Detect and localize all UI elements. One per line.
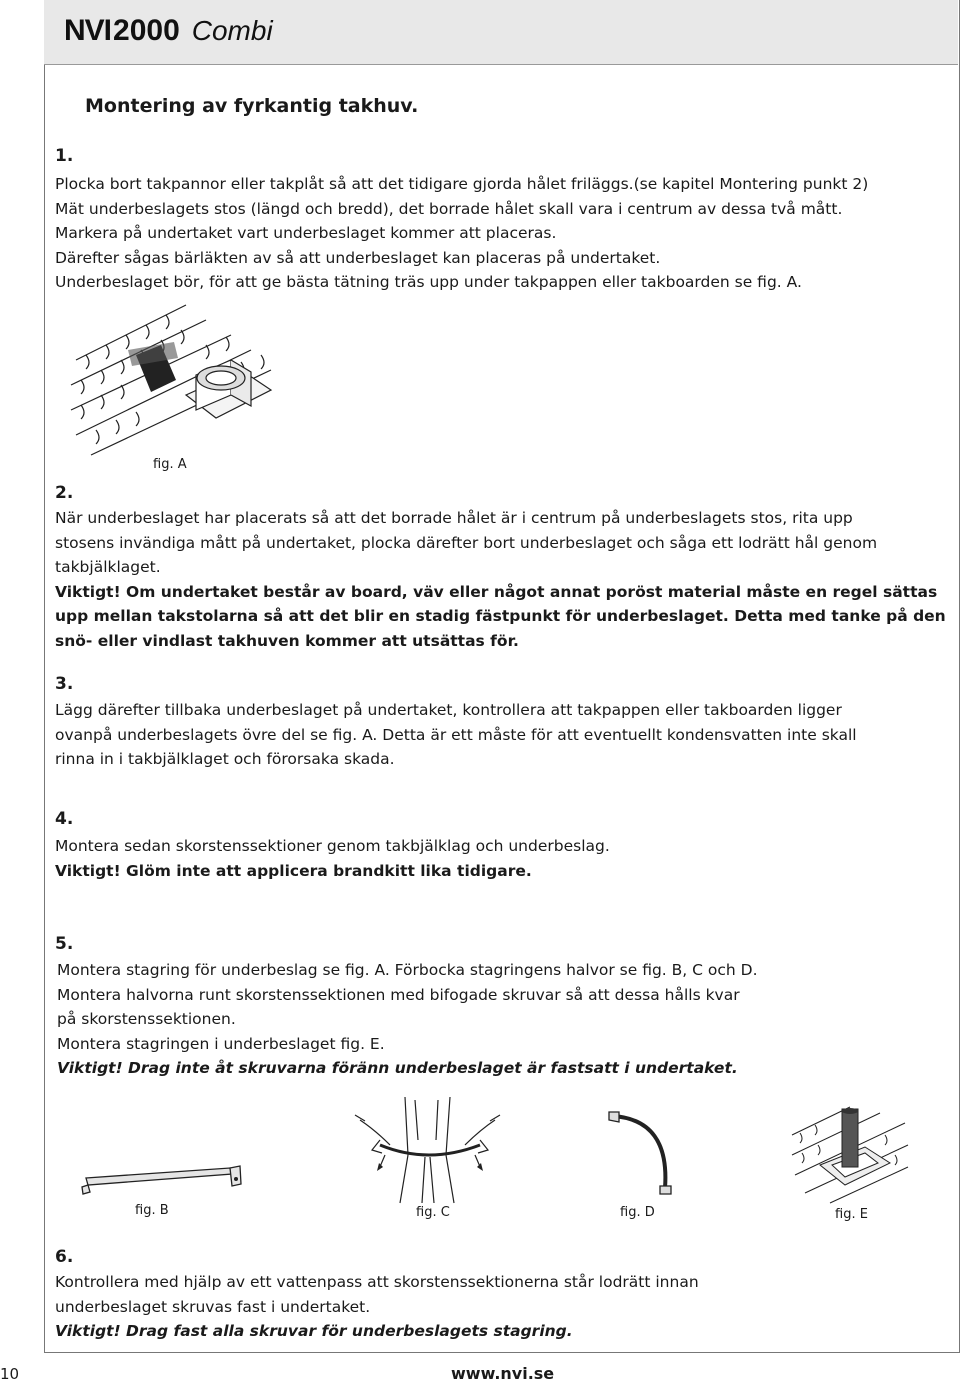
- text-line: Markera på undertaket vart underbeslaget kommer att placeras.: [55, 224, 557, 242]
- logo: [64, 14, 273, 48]
- chimney-roof-illustration: [790, 1105, 910, 1205]
- fig-a-caption: fig. A: [153, 457, 187, 472]
- logo-year: 2000: [113, 14, 180, 47]
- step-number-3: 3.: [55, 674, 74, 694]
- text-line: rinna in i takbjälklaget och förorsaka skada.: [55, 750, 395, 768]
- text-line: ovanpå underbeslagets övre del se fig. A. Detta är ett måste för att eventuellt kondensvatten inte skall: [55, 725, 857, 744]
- bending-bracket-illustration: [350, 1095, 510, 1205]
- step-2-text: [55, 506, 946, 653]
- step-6-text: [55, 1270, 699, 1344]
- step-number-6: 6.: [55, 1247, 74, 1267]
- step-number-1: 1.: [55, 146, 74, 166]
- step-1-text: [55, 172, 868, 295]
- warning-line: Viktigt! Drag fast alla skruvar för underbeslagets stagring.: [55, 1322, 573, 1340]
- text-line: Kontrollera med hjälp av ett vattenpass att skorstenssektionerna står lodrätt innan: [55, 1273, 699, 1291]
- warning-line: Viktigt! Glöm inte att applicera brandkitt lika tidigare.: [55, 861, 532, 880]
- text-line: Montera stagring för underbeslag se fig. A. Förbocka stagringens halvor se fig. B, C och D.: [57, 961, 758, 979]
- warning-line: upp mellan takstolarna så att det blir en stadig fästpunkt för underbeslaget. Detta med tanke på den: [55, 607, 946, 625]
- text-line: stosens invändiga mått på undertaket, plocka därefter bort underbeslaget och såga ett lodrätt hål genom: [55, 533, 878, 552]
- step-number-2: 2.: [55, 483, 74, 503]
- fig-d-caption: fig. D: [620, 1205, 655, 1220]
- text-line: Montera halvorna runt skorstenssektionen med bifogade skruvar så att dessa hålls kvar: [57, 985, 740, 1004]
- text-line: När underbeslaget har placerats så att det borrade hålet är i centrum på underbeslagets stos, rita upp: [55, 509, 853, 527]
- text-line: Montera sedan skorstenssektioner genom takbjälklag och underbeslag.: [55, 837, 610, 855]
- step-4-text: [55, 834, 610, 883]
- text-line: Lägg därefter tillbaka underbeslaget på undertaket, kontrollera att takpappen eller takboarden ligger: [55, 701, 842, 719]
- warning-line: snö- eller vindlast takhuven kommer att utsättas för.: [55, 631, 519, 650]
- curved-bracket-illustration: [605, 1108, 685, 1198]
- step-number-4: 4.: [55, 809, 74, 829]
- fig-e-caption: fig. E: [835, 1207, 868, 1222]
- fig-b-caption: fig. B: [135, 1203, 169, 1218]
- text-line: Plocka bort takpannor eller takplåt så att det tidigare gjorda hålet friläggs.(se kapitel Montering punkt 2): [55, 175, 869, 193]
- fig-c-caption: fig. C: [416, 1205, 450, 1220]
- step-5-text: [57, 958, 758, 1081]
- text-line: takbjälklaget.: [55, 558, 161, 576]
- page-title: Montering av fyrkantig takhuv.: [85, 95, 419, 117]
- step-number-5: 5.: [55, 934, 74, 954]
- text-line: underbeslaget skruvas fast i undertaket.: [55, 1297, 371, 1316]
- text-line: Underbeslaget bör, för att ge bästa tätning träs upp under takpappen eller takboarden se fig. A.: [55, 273, 802, 291]
- logo-brand: NVI: [64, 14, 112, 47]
- roof-flashing-illustration: [66, 300, 286, 460]
- bracket-half-illustration: [80, 1160, 245, 1200]
- text-line: Mät underbeslagets stos (längd och bredd), det borrade hålet skall vara i centrum av dessa två mått.: [55, 199, 843, 218]
- text-line: Montera stagringen i underbeslaget fig. E.: [57, 1034, 385, 1053]
- step-3-text: [55, 698, 857, 772]
- footer-url[interactable]: www.nvi.se: [451, 1364, 555, 1383]
- text-line: på skorstenssektionen.: [57, 1010, 236, 1028]
- warning-line: Viktigt! Om undertaket består av board, väv eller något annat poröst material måste en regel sättas: [55, 582, 938, 601]
- logo-product: Combi: [191, 15, 273, 46]
- warning-line: Viktigt! Drag inte åt skruvarna föränn underbeslaget är fastsatt i undertaket.: [57, 1059, 738, 1077]
- text-line: Därefter sågas bärläkten av så att underbeslaget kan placeras på undertaket.: [55, 248, 661, 267]
- page-number: 10: [0, 1365, 20, 1383]
